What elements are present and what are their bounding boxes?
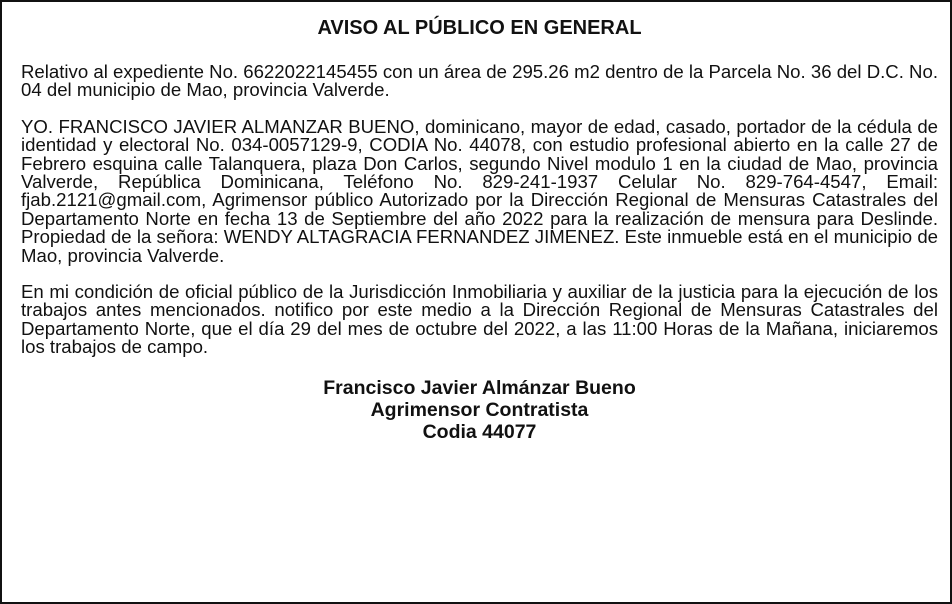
signature-block: [21, 377, 938, 443]
paragraph-file-reference: Relativo al expediente No. 6622022145455 con un área de 295.26 m2 dentro de la Parcela No. 36 del D.C. No. 04 del municipio de Mao, provincia Valverde.: [21, 61, 938, 101]
paragraph-surveyor-details: YO. FRANCISCO JAVIER ALMANZAR BUENO, dominicano, mayor de edad, casado, portador de la cédula de identidad y electoral No. 034-0057129-9, CODIA No. 44078, con estudio profesional abierto en la calle 27 de Febrero esquina calle Talanquera, plaza Don Carlos, segundo Nivel modulo 1 en la ciudad de Mao, provincia Valverde, República Dominicana, Teléfono No. 829-241-1937 Celular No. 829-764-4547, Email: fjab.2121@gmail.com, Agrimensor público Autorizado por la Dirección Regional de Mensuras Catastrales del Departamento Norte en fecha 13 de Septiembre del año 2022 para la realización de mensura para Deslinde. Propiedad de la señora: WENDY ALTAGRACIA FERNANDEZ JIMENEZ. Este inmueble está en el municipio de Mao, provincia Valverde.: [21, 115, 938, 266]
notice-title: AVISO AL PÚBLICO EN GENERAL: [317, 17, 642, 39]
paragraph-notification: En mi condición de oficial público de la Jurisdicción Inmobiliaria y auxiliar de la justicia para la ejecución de los trabajos antes mencionados. notifico por este medio a la Dirección Regional de Mensuras Catastrales del Departamento Norte, que el día 29 del mes de octubre del 2022, a las 11:00 Horas de la Mañana, iniciaremos los trabajos de campo.: [21, 281, 938, 358]
signature-codia: Codia 44077: [422, 420, 537, 443]
signature-role: Agrimensor Contratista: [370, 398, 589, 421]
signature-name: Francisco Javier Almánzar Bueno: [323, 376, 636, 399]
